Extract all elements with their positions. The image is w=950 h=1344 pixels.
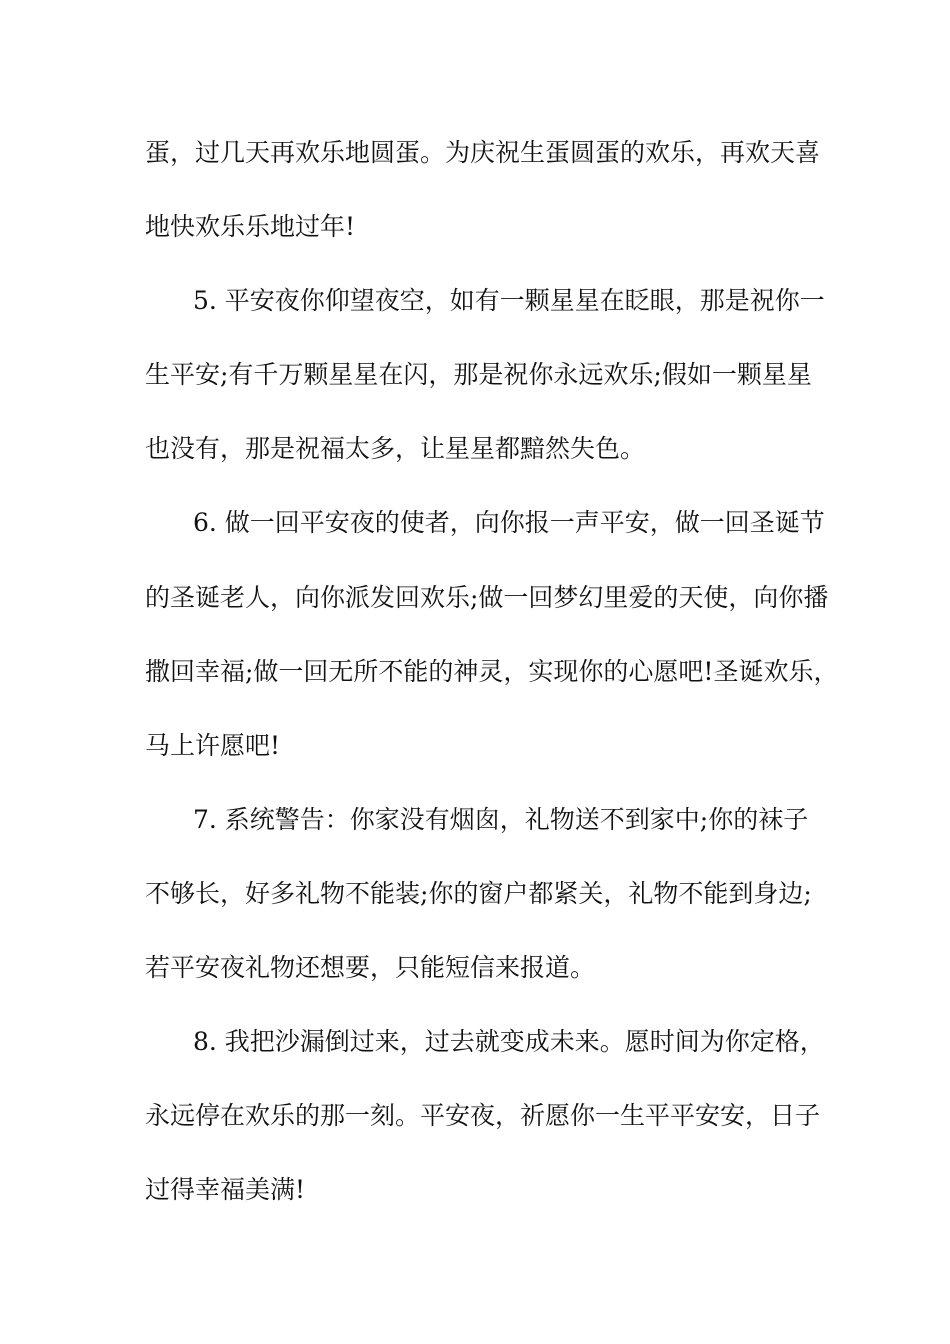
- text-line: 不够长，好多礼物不能装;你的窗户都紧关，礼物不能到身边;: [145, 878, 812, 908]
- paragraph-start-line: 8. 我把沙漏倒过来，过去就变成未来。愿时间为你定格，: [193, 1027, 825, 1057]
- paragraph-start-line: 5. 平安夜你仰望夜空，如有一颗星星在眨眼，那是祝你一: [193, 286, 825, 316]
- text-line: 生平安;有千万颗星星在闪，那是祝你永远欢乐;假如一颗星星: [145, 360, 812, 390]
- document-body: [145, 126, 839, 1237]
- paragraph-start-line: 6. 做一回平安夜的使者，向你报一声平安，做一回圣诞节: [193, 508, 825, 538]
- text-line: 过得幸福美满!: [145, 1175, 306, 1205]
- text-line: 撒回幸福;做一回无所不能的神灵，实现你的心愿吧!圣诞欢乐，: [145, 656, 839, 686]
- text-line: 蛋，过几天再欢乐地圆蛋。为庆祝生蛋圆蛋的欢乐，再欢天喜: [145, 138, 821, 167]
- text-line: 若平安夜礼物还想要，只能短信来报道。: [145, 953, 596, 983]
- text-line: 地快欢乐乐地过年!: [145, 212, 356, 242]
- text-line: 的圣诞老人，向你派发回欢乐;做一回梦幻里爱的天使，向你播: [145, 582, 829, 612]
- text-line: 马上许愿吧!: [145, 730, 281, 760]
- text-line: 永远停在欢乐的那一刻。平安夜，祈愿你一生平平安安，日子: [145, 1101, 821, 1131]
- paragraph-start-line: 7. 系统警告：你家没有烟囱，礼物送不到家中;你的袜子: [193, 804, 809, 834]
- text-line: 也没有，那是祝福太多，让星星都黯然失色。: [145, 434, 646, 464]
